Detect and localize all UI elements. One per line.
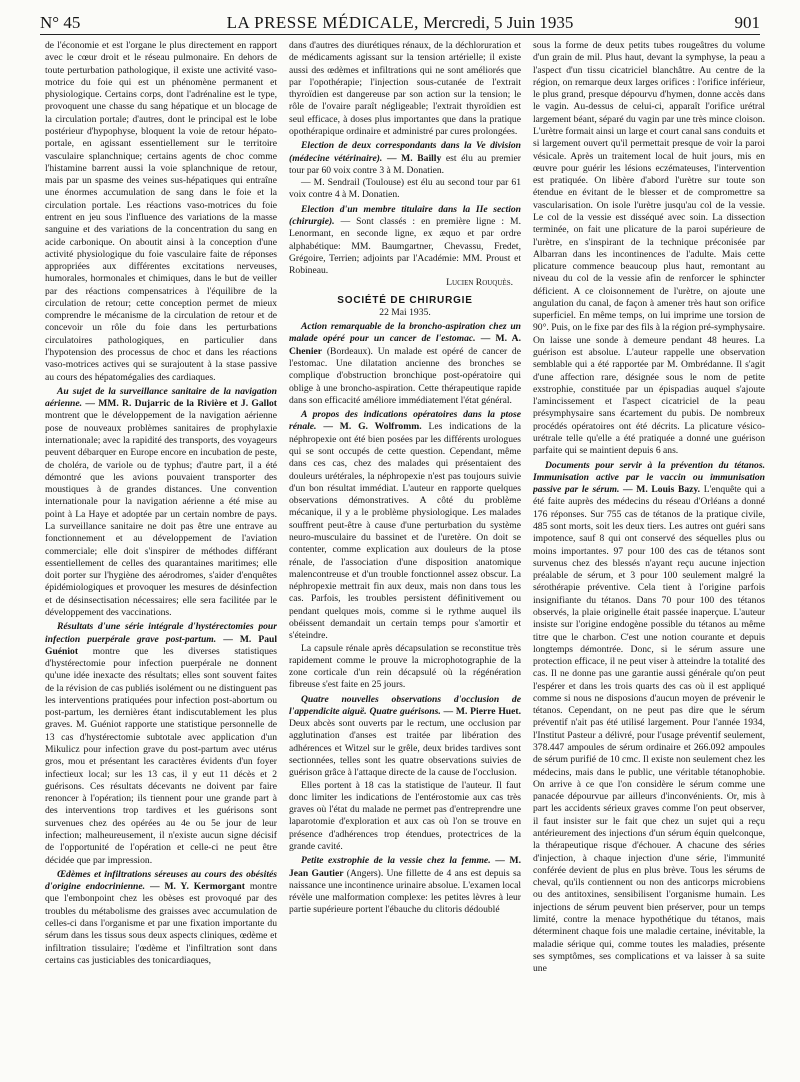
article-title: Election de deux correspondants dans la Ve division (médecine vétérinaire).	[289, 140, 521, 164]
article-authors: — M. Jean Gautier	[289, 855, 521, 879]
article-authors: — M. A. Chenier	[289, 333, 521, 357]
article-title: Election d'un membre titulaire dans la IIe section (chirurgie).	[289, 203, 521, 227]
paragraph: dans d'autres des diurétiques rénaux, de la déchloruration et de médicaments agissant sur la tension artérielle; il existe aussi des œdèmes et infiltrations qui ne sont améliorés que par l'opothérapie; l'injection sous-cutanée de l'extrait thyroïdien est dangereuse par son action sur la tension; le rôle de l'ovaire paraît négligeable; l'extrait thyroïdien est seul efficace, à doses plus importantes que dans la pratique opothérapique ordinaire et administré par cures prolongées.	[289, 40, 521, 137]
paragraph: Elles portent à 18 cas la statistique de l'auteur. Il faut donc limiter les indications de l'entérostomie aux cas très graves où l'état du malade ne permet pas d'entreprendre une laparotomie d'exploration et aux cas où l'on se trouve en présence d'adhérences trop étendues, protectrices de la grande cavité.	[289, 779, 521, 852]
journal-title: LA PRESSE MÉDICALE,	[226, 13, 419, 32]
article-abstract	[289, 204, 521, 278]
page-header	[40, 12, 760, 35]
article-text: (Bordeaux). Un malade est opéré de cancer de l'estomac. Une dilatation ancienne des bronches se complique d'obstruction bronchique post-opératoire qui oblige à une broncho-aspiration. Cette thérapeutique rapide dans son efficacité améliore immédiatement l'état général.	[289, 345, 521, 406]
section-heading: SOCIÉTÉ DE CHIRURGIE	[337, 294, 473, 306]
article-title: Au sujet de la surveillance sanitaire de la navigation aérienne.	[45, 385, 277, 410]
article-authors: — M. G. Wolfromm.	[323, 421, 422, 433]
article-title: Petite exstrophie de la vessie chez la femme.	[301, 855, 491, 867]
text-columns	[45, 40, 765, 1070]
paragraph: sous la forme de deux petits tubes rougeâtres du volume d'un grain de mil. Plus haut, devant la symphyse, la peau a l'aspect d'un tissu cicatriciel blanchâtre. Au centre de la région, on remarque deux larges orifices : l'orifice inférieur, le plus grand, presque dépourvu d'hymen, donne accès dans le vagin. Au-dessus de celui-ci, apparaît l'orifice urétral largement béant, séparé du vagin par une très mince cloison. L'urètre formait ainsi un large et court canal sans conduits et si largement ouvert qu'il permettait presque de voir la paroi vésicale. Après un traitement local de huit jours, mis en œuvre pour guérir les lésions eczémateuses, l'intervention est pratiquée. On libère d'abord l'urètre sur toute son étendue en évitant de le blesser et de compromettre sa vascularisation. On isole l'urètre jusqu'au col de la vessie. Le col de la vessie est disséqué avec soin. La dissection terminée, on fait une plicature de la paroi supérieure de l'urètre, en s'inspirant de la technique préconisée par Albarran dans les incontinences de l'adulte. Mais cette plicature commence beaucoup plus haut, remontant au niveau du col de la vessie afin de renforcer le sphincter déficient. A ce cloisonnement de l'urètre, on ajoute une angulation du canal, de façon à amener très haut son orifice superficiel. En même temps, on lui imprime une torsion de 90°. Puis, on le fixe par des fils à la région pré-symphysaire. On laisse une sonde à demeure pendant 48 heures. La guérison est absolue. L'auteur rappelle une observation semblable qui a été rapportée par M. Ombrédanne. Il s'agit d'une affection rare, désignée sous le nom de petite exstrophie, constituée par un épispadias auquel s'ajoute l'amincissement et l'aspect cicatriciel de la peau présymphysaire sans écartement du pubis. De nombreux procédés opératoires ont été décrits. La plicature vésico-urétrale telle qu'elle a été pratiquée a donné une guérison parfaite qui se maintient depuis 6 ans.	[533, 40, 765, 457]
paragraph: de l'économie et est l'organe le plus directement en rapport avec le cœur droit et le réseau pulmonaire. En dehors de toute perturbation pathologique, il existe une activité vaso-motrice du foie qui est un phénomène permanent et physiologique. Certains corps, dont l'adrénaline est le type, provoquent une chasse du sang hépatique et un blocage de la circulation portale; d'autres, dont le principal est le lobe postérieur d'hypophyse, bloquent la voie de retour hépato-portale, en agissant essentiellement sur le territoire vasculaire splanchnique; certains agents de choc comme l'histamine barrent aussi la voie splanchnique de retour, mais par un spasme des veines sus-hépatiques qui entraîne une énormes accumulation de sang dans le foie et la circulation portale. Les réactions vaso-motrices du foie entrent en jeu sous l'influence des variations de la masse sanguine et des variations de la concentration du sang en acide carbonique. On aboutit ainsi à la conception d'une activité physiologique du foie vasculaire faite de réponses appropriées aux différentes excitations nerveuses, humorales, hormonales et chimiques, dans le but de veiller par des réactions compensatrices à l'équilibre de la circulation de retour; cette conception permet de mieux comprendre le mécanisme de la circulation de retour et de concevoir un rôle du foie dans les perturbations circulatoires pathologiques, en particulier dans l'hypotension des processus de choc et dans les réactions vaso-motrices actives qui se surajoutent à la stase passive au cours des hépatomégalies des cardiaques.	[45, 40, 277, 383]
article-authors: — M. Pierre Huet.	[443, 705, 521, 717]
article-text: montre que les diverses statistiques d'hystérectomie pour infection puerpérale ne donnent qu'une idée inexacte des résultats; elles sont souvent faites de la révision de cas publiés isolément ou ne distinguent pas les interventions pratiquées pour infection post-abortum ou post-partum, les dernières étant indiscutablement les plus graves. M. Guéniot rapporte une statistique personnelle de 13 cas d'hystérectomie subtotale avec application d'un Mikulicz pour infection grave du post-partum avec utérus gros, mou et présentant les caractères évidents d'un foyer infectieux local; sur les 13 cas, il y eut 11 décès et 2 guérisons. Ces résultats décevants ne doivent par faire renoncer à l'opération; ils tiennent pour une grande part à des interventions trop tardives et les guérisons sont survenues chez des opérées au 4e ou 5e jour de leur infection; malheureusement, il n'existe aucun signe décisif de l'opportunité de l'opération et celle-ci ne peut être décidée que par impression.	[45, 645, 277, 866]
page-number: 901	[734, 13, 760, 32]
column-right	[533, 40, 765, 1070]
article-abstract	[289, 321, 521, 407]
issue-number: N° 45	[40, 13, 81, 32]
article-title: Œdèmes et infiltrations séreuses au cours des obésités d'origine endocrinienne.	[45, 868, 277, 893]
article-abstract	[289, 409, 521, 642]
article-title: Documents pour servir à la prévention du tétanos. Immunisation active par le vaccin ou immunisation passive par le sérum.	[533, 459, 765, 496]
article-abstract	[45, 386, 277, 619]
issue-date: Mercredi, 5 Juin 1935	[423, 13, 574, 32]
article-text: (Angers). Une fillette de 4 ans est depuis sa naissance une incontinence urinaire absolue. L'examen local révèle une malformation complexe: les petites lèvres à leur partie supérieure portent l'ébauche du clitoris dédoublé	[289, 867, 521, 916]
article-text: Les indications de la néphropexie ont été bien posées par les différents urologues qui se sont occupés de cette question. Cependant, même dans ces cas, chez des malades qui présentaient des douleurs urétérales, la néphropexie n'est pas toujours suivie d'un bon résultat immédiat. L'auteur en rapporte quelques observations démonstratives. A côté du problème mécanique, il y a le problème physiologique. Les malades souffrent peut-être à cause d'une perturbation du système neuro-musculaire du bassinet et de l'uretère. On doit se contenter, comme explication aux douleurs de la ptose rénale, de l'association d'une disposition anatomique malencontreuse et d'un trouble fonctionnel assez obscur. La néphropexie mettrait fin aux deux, mais non dans tous les cas. Parfois, les troubles persistent définitivement ou pendant quelques mois, comme si le rythme auquel ils obéissent demandait un certain temps pour s'amortir et s'éteindre.	[289, 421, 521, 642]
column-left	[45, 40, 277, 1070]
article-text: Deux abcès sont ouverts par le rectum, une occlusion par agglutination d'anses est traitée par libération des adhérences et Witzel sur le grêle, deux brides tardives sont sectionnées, telles sont les quatre observations suivies de guérison grâce à l'attaque directe de la cause de l'occlusion.	[289, 718, 521, 779]
article-title: Quatre nouvelles observations d'occlusion de l'appendicite aiguë. Quatre guérisons.	[289, 693, 521, 717]
article-text: montre que l'embonpoint chez les obèses est provoqué par des troubles du métabolisme des graisses avec accumulation de celles-ci dans l'organisme et par une fixation importante du sérum dans les tissus sous deux aspects cliniques, œdème et infiltration tissulaire; l'œdème et l'infiltration sont dans certains cas justiciables des tonicardiaques,	[45, 881, 277, 966]
article-title: Action remarquable de la broncho-aspiration chez un malade opéré pour un cancer de l'estomac.	[289, 321, 521, 345]
article-abstract	[289, 694, 521, 780]
section-date: 22 Mai 1935.	[379, 306, 431, 318]
signature: Lucien Rouquès.	[446, 277, 513, 289]
article-abstract	[289, 140, 521, 177]
article-text: — Sont classés : en première ligne : M. Lenormant, en seconde ligne, ex æquo et par ordre alphabétique: MM. Baumgartner, Chevassu, Fredet, Grégoire, Terrien; adjoints par l'Académie: MM. Proust et Robineau.	[289, 215, 521, 277]
article-title: Résultats d'une série intégrale d'hystérectomies pour infection puerpérale grave post-partum.	[45, 621, 277, 645]
running-title	[40, 12, 760, 34]
article-authors: — M. Paul Guéniot	[45, 633, 277, 657]
article-abstract	[533, 460, 765, 976]
article-text: montrent que le développement de la navigation aérienne pose de nouveaux problèmes sanitaires de prophylaxie internationale; avec la rapidité des transports, des voyageurs peuvent débarquer en Europe encore en incubation de peste, de choléra, de variole ou de typhus; d'autre part, il a été démontré que les avions pouvaient transporter des moustiques à de grandes distances. Une convention internationale pour la navigation aérienne a été mise au point à La Haye et adoptée par un certain nombre de pays. La surveillance sanitaire ne doit pas être une entrave au fonctionnement et au développement de l'aviation commerciale; elle doit s'inspirer de méthodes différant essentiellement de celles des quarantaines maritimes; elle doit porter sur l'hygiène des aérodromes, s'aider d'enquêtes épidémiologiques et provoquer les mesures de désinfection et de désinsectisation nécessaires; elle sera facilitée par le développement des vaccinations.	[45, 410, 277, 618]
article-abstract	[289, 855, 521, 916]
article-authors: — M. Louis Bazy.	[623, 484, 701, 496]
article-text: L'enquête qui a été faite auprès des médecins du réseau d'Orléans a donné 176 réponses. Sur 755 cas de tétanos de la pratique civile, 485 sont morts, soit les deux tiers. Les autres ont guéri sans impotence, sauf 8 qui ont conservé des séquelles plus ou moins importantes. 97 pour 100 des cas de tétanos sont survenus chez des blessés n'ayant reçu aucune injection préalable de sérum, et 3 pour 100 seulement malgré la sérothérapie préventive. Cela tient à l'origine parfois insignifiante du tétanos. Dans 70 pour 100 des tétanos observés, la plaie originelle était passée inaperçue. L'auteur insiste sur l'origine endogène possible du tétanos au même titre que le charbon. C'est une notion courante et depuis longtemps démontrée. Donc, si le sérum assure une protection efficace, il ne peut viser à atteindre la totalité des cas. Il ne donne pas une garantie aussi générale qu'on peut l'espérer et dans les trois quarts des cas où il est appliqué comme si nous ne disposions d'aucun moyen de prévenir le tétanos. Cependant, on ne peut pas dire que le sérum préventif n'ait pas été utilisé largement. Pour l'année 1934, l'Institut Pasteur a délivré, pour l'usage préventif seulement, 378.447 ampoules de sérum ordinaire et 266.092 ampoules de sérum purifié de 10 cmc. Il existe non seulement chez les médecins, mais dans le public, une véritable tétanophobie. On arrive à ce que l'on considère le sérum comme une panacée dépourvue par ailleurs d'inconvénients. Or, mis à part les accidents sérieux graves comme l'on peut observer, il faut insister sur le fait que chez un sujet qui a reçu antérieurement des injections d'un sérum équin quelconque, la thérapeutique risque d'échouer. A chacune des séries d'injection, à chaque injection d'une série, l'immunité conférée devient de plus en plus brève. Tous les sérums de cheval, qu'ils contiennent ou non des anticorps microbiens ou des antitoxines, sensibilisent l'organisme humain. Les injections de sérum peuvent bien préserver, pour un temps limité, contre la menace hypothétique du tétanos, mais déterminent chaque fois une maladie certaine, inévitable, la maladie sérique qui, comme toutes les maladies, présente ses symptômes, ses complications et va laisser à sa suite une	[533, 484, 765, 975]
article-authors: — M. Y. Kermorgant	[149, 881, 245, 893]
paragraph: — M. Sendrail (Toulouse) est élu au second tour par 61 voix contre 4 à M. Donatien.	[289, 177, 521, 201]
article-authors: — MM. R. Dujarric de la Rivière et J. Gallot	[85, 398, 277, 410]
article-abstract	[45, 621, 277, 867]
column-middle	[289, 40, 521, 1070]
article-authors: — M. Bailly	[386, 152, 442, 164]
paragraph: La capsule rénale après décapsulation se reconstitue très rapidement comme le prouve la microphotographie de la zone corticale d'un rein décapsulé où la régénération fibreuse s'est faite en 25 jours.	[289, 642, 521, 691]
article-abstract	[45, 869, 277, 967]
article-title: A propos des indications opératoires dans la ptose rénale.	[289, 409, 521, 433]
article-text: est élu au premier tour par 60 voix contre 3 à M. Donatien.	[289, 152, 521, 176]
